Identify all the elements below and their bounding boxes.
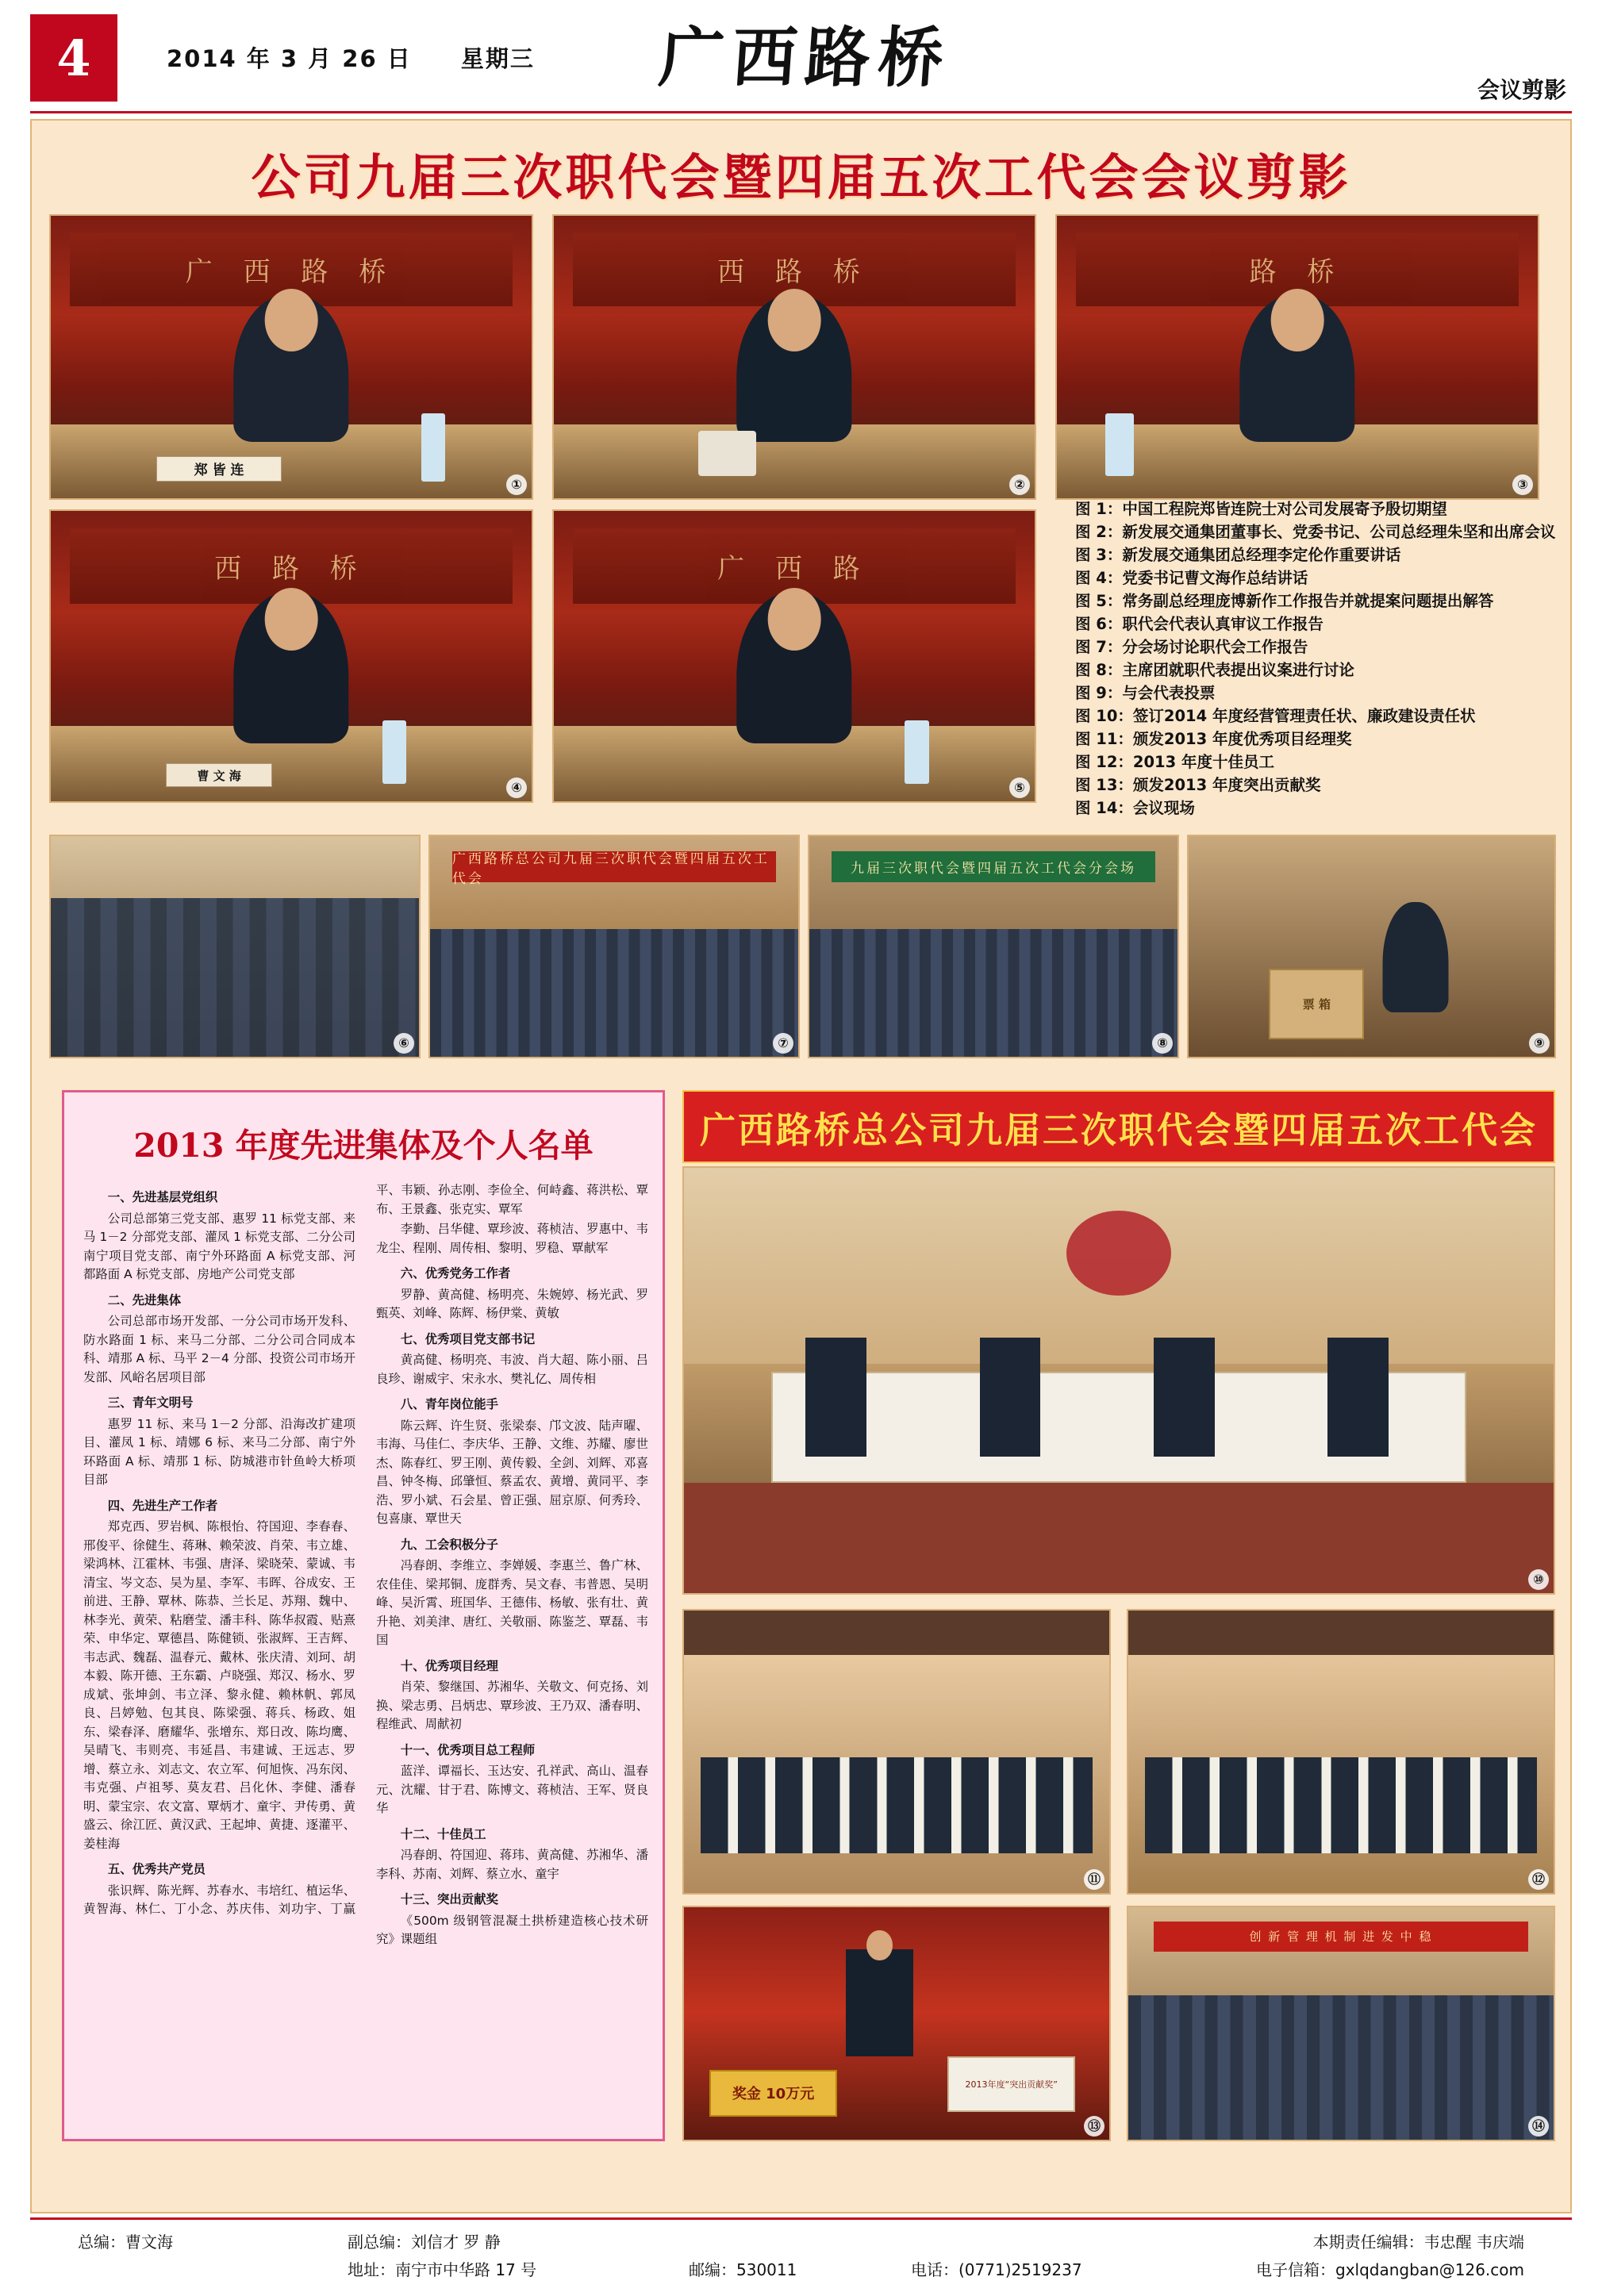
legend-item: 图 1：中国工程院郑皆连院士对公司发展寄予殷切期望 (1075, 500, 1447, 518)
photo-1 (49, 214, 533, 500)
award-section-heading: 十、优秀项目经理 (400, 1658, 498, 1673)
photo-3-banner-text: 路 桥 (1076, 232, 1519, 306)
photo-1-nameplate: 郑 皆 连 (156, 456, 282, 482)
legend-item: 图 6：职代会代表认真审议工作报告 (1075, 615, 1323, 633)
photo-2-banner-text: 西 路 桥 (573, 232, 1016, 306)
photo-5-banner-text: 广 西 路 (573, 528, 1016, 604)
photo-3 (1055, 214, 1539, 500)
footer (30, 2221, 1572, 2285)
photo-4 (49, 509, 533, 803)
photo-7-banner-text: 广西路桥总公司九届三次职代会暨四届五次工代会 (452, 851, 776, 882)
award-section-heading: 十二、十佳员工 (400, 1826, 486, 1841)
photo-6-caption-number: ⑥ (394, 1033, 414, 1054)
award-section-heading: 八、青年岗位能手 (400, 1397, 498, 1411)
footer-postcode: 邮编：530011 (689, 2260, 797, 2279)
footer-chief-editor: 总编：曹文海 (78, 2233, 173, 2252)
issue-date-text: 2014 年 3 月 26 日 (167, 45, 412, 72)
photo-7 (428, 835, 800, 1058)
masthead-divider (30, 111, 1572, 113)
photo-6 (49, 835, 421, 1058)
award-section-heading: 二、先进集体 (107, 1292, 182, 1307)
photo-13-certificate-text: 2013年度“突出贡献奖” (947, 2056, 1075, 2112)
legend-item: 图 11：颁发2013 年度优秀项目经理奖 (1075, 730, 1352, 748)
award-section-body: 李勤、吕华健、覃珍波、蒋桢洁、罗惠中、韦龙尘、程刚、周传相、黎明、罗稳、覃献军 (376, 1222, 648, 1255)
legend-item: 图 3：新发展交通集团总经理李定伦作重要讲话 (1075, 546, 1401, 564)
photo-4-caption-number: ④ (506, 777, 527, 798)
footer-responsible-editor: 本期责任编辑：韦忠醒 韦庆端 (1312, 2233, 1524, 2252)
award-section-body: 张识辉、陈光辉、苏春水、韦培红、植运华、黄智海、林仁、丁小念、苏庆伟、刘功宇、丁赢平、韦颖、孙志刚、李俭全、何峙鑫、蒋洪松、覃布、王景鑫、张克实、覃军 (83, 1183, 648, 1916)
masthead (0, 0, 1602, 119)
award-section-heading: 十一、优秀项目总工程师 (400, 1742, 536, 1757)
footer-address: 地址：南宁市中华路 17 号 (348, 2260, 537, 2279)
photo-14-caption-number: ⑭ (1528, 2116, 1549, 2137)
photo-legend (1075, 497, 1556, 820)
award-name-list-box (62, 1090, 665, 2141)
photo-2-caption-number: ② (1009, 474, 1030, 495)
photo-3-caption-number: ③ (1512, 474, 1533, 495)
award-section-body: 冯春朗、符国迎、蒋玮、黄高健、苏湘华、潘李科、苏南、刘辉、蔡立水、童宇 (376, 1848, 648, 1881)
photo-9 (1187, 835, 1556, 1058)
page-headline: 公司九届三次职代会暨四届五次工代会会议剪影 (251, 148, 1351, 206)
photo-11-caption-number: ⑪ (1084, 1869, 1104, 1890)
section-label: 会议剪影 (1477, 77, 1566, 103)
award-section-heading: 三、青年文明号 (107, 1396, 194, 1410)
award-section-heading: 四、先进生产工作者 (107, 1498, 218, 1513)
legend-item: 图 7：分会场讨论职代会工作报告 (1075, 638, 1308, 656)
award-list-title: 2013 年度先进集体及个人名单 (133, 1127, 594, 1165)
issue-date (167, 41, 535, 74)
footer-email[interactable]: 电子信箱：gxlqdangban@126.com (1256, 2260, 1524, 2279)
award-section-heading: 五、优秀共产党员 (107, 1862, 206, 1876)
photo-12-caption-number: ⑫ (1528, 1869, 1549, 1890)
legend-item: 图 2：新发展交通集团董事长、党委书记、公司总经理朱坚和出席会议 (1075, 523, 1556, 541)
legend-item: 图 10：签订2014 年度经营管理责任状、廉政建设责任状 (1075, 707, 1476, 725)
photo-8 (808, 835, 1179, 1058)
photo-13-caption-number: ⑬ (1084, 2116, 1104, 2137)
photo-1-caption-number: ① (506, 474, 527, 495)
legend-item: 图 12：2013 年度十佳员工 (1075, 753, 1274, 771)
photo-7-caption-number: ⑦ (773, 1033, 793, 1054)
legend-item: 图 5：常务副总经理庞博新作工作报告并就提案问题提出解答 (1075, 592, 1494, 610)
photo-8-banner-text: 九届三次职代会暨四届五次工代会分会场 (832, 851, 1155, 882)
photo-8-caption-number: ⑧ (1152, 1033, 1173, 1054)
page-number-badge (30, 14, 117, 102)
photo-2 (552, 214, 1036, 500)
content-panel (30, 119, 1572, 2213)
award-section-body: 公司总部第三党支部、惠罗 11 标党支部、来马 1－2 分部党支部、灌凤 1 标党支部、二分公司南宁项目党支部、南宁外环路面 A 标党支部、河都路面 A 标党支部、房地产公司党支部 (83, 1211, 355, 1281)
award-section-body: 冯春朗、李维立、李婵媛、李惠兰、鲁广林、农佳佳、梁邦铜、庞群秀、吴文春、韦普恩、吴明峰、吴沂霄、班国华、王德伟、杨敏、张有壮、黄升艳、刘美津、唐红、关敬丽、陈鉴芝、覃磊、韦国 (376, 1558, 648, 1647)
photo-13 (682, 1906, 1111, 2141)
photo-12 (1127, 1609, 1555, 1895)
legend-item: 图 13：颁发2013 年度突出贡献奖 (1075, 776, 1321, 794)
photo-10 (682, 1166, 1555, 1595)
award-list-columns (83, 1181, 648, 2117)
award-section-heading: 九、工会积极分子 (400, 1537, 498, 1552)
photo-10-caption-number: ⑩ (1528, 1569, 1549, 1590)
legend-item: 图 9：与会代表投票 (1075, 684, 1216, 702)
photo-9-caption-number: ⑨ (1529, 1033, 1550, 1054)
footer-phone: 电话：(0771)2519237 (911, 2260, 1082, 2279)
award-section-body: 郑克西、罗岩枫、陈根怡、符国迎、李春春、邢俊平、徐健生、蒋琳、赖荣波、肖荣、韦立雄、梁鸿林、江霍林、韦强、唐泽、梁晓荣、蒙诚、韦清宝、岑文态、吴为星、李军、韦晖、谷成安、王前进、王静、覃林、陈恭、兰长足、苏翔、魏中、林李光、黄荣、粘磨莹、潘丰科、陈华叔霞、贴熹荣、申华定、覃德昌、陈健锁、张淑辉、王吉辉、韦志武、魏磊、温春元、戴林、张庆清、刘珂、胡本毅、陈开德、王东霸、卢晓强、郑汉、杨水、罗成斌、张坤剑、韦立泽、黎永健、赖林帆、郭凤良、吕婷勉、包其良、陈梁强、蒋兵、杨政、姐东、梁春泽、磨耀华、张增东、郑日改、陈均鹰、吴晴飞、韦则亮、韦延昌、韦建诚、王远志、罗增、蔡立永、刘志文、农立军、何旭恢、冯东闵、韦克强、卢祖琴、莫友君、吕化休、李健、潘春明、蒙宝宗、农文富、覃炳才、童宇、尹传勇、黄盛云、徐江匠、黄汉武、王起坤、黄捷、逐灌平、姜桂海 (83, 1519, 355, 1851)
footer-divider (30, 2217, 1572, 2220)
award-section-body: 惠罗 11 标、来马 1－2 分部、沿海改扩建项目、灌凤 1 标、靖娜 6 标、来马二分部、南宁外环路面 A 标、靖那 1 标、防城港市针鱼岭大桥项目部 (83, 1416, 355, 1487)
award-section-body: 公司总部市场开发部、一分公司市场开发科、防水路面 1 标、来马二分部、二分公司合同成本科、靖那 A 标、马平 2－4 分部、投资公司市场开发部、风峪名居项目部 (83, 1314, 355, 1384)
photo-1-banner-text: 广 西 路 桥 (70, 232, 513, 306)
photo-4-nameplate: 曹 文 海 (166, 763, 271, 786)
photo-5-caption-number: ⑤ (1009, 777, 1030, 798)
award-section-body: 陈云辉、许生贤、张梁泰、邝文波、陆声曜、韦海、马佳仁、李庆华、王静、文维、苏耀、廖世杰、陈春红、罗王刚、黄传毅、全剑、刘辉、邓喜昌、钟冬梅、邱肇恒、蔡孟农、黄增、黄同平、李浩、罗小斌、石会星、曾正强、屈京原、何秀玲、包喜康、覃世天 (376, 1418, 648, 1526)
conference-banner-10 (682, 1090, 1555, 1163)
photo-4-banner-text: 西 路 桥 (70, 528, 513, 604)
award-section-body: 《500m 级钢管混凝土拱桥建造核心技术研究》课题组 (376, 1913, 648, 1946)
photo-11 (682, 1609, 1111, 1895)
legend-item: 图 8：主席团就职代表提出议案进行讨论 (1075, 661, 1354, 679)
photo-14 (1127, 1906, 1555, 2141)
page-number: 4 (56, 29, 91, 87)
award-section-body: 黄高健、杨明亮、韦波、肖大超、陈小丽、吕良珍、谢威宇、宋永水、樊礼亿、周传相 (376, 1353, 648, 1386)
award-section-body: 蓝洋、谭福长、玉达安、孔祥武、高山、温春元、沈耀、甘于君、陈博文、蒋桢洁、王军、贤良华 (376, 1764, 648, 1815)
award-section-heading: 一、先进基层党组织 (107, 1190, 218, 1204)
award-section-heading: 十三、突出贡献奖 (400, 1892, 498, 1906)
conference-banner-10-text: 广西路桥总公司九届三次职代会暨四届五次工代会 (699, 1108, 1538, 1151)
photo-5 (552, 509, 1036, 803)
award-section-heading: 六、优秀党务工作者 (400, 1266, 511, 1280)
issue-weekday: 星期三 (460, 45, 535, 72)
footer-deputy-editor: 副总编：刘信才 罗 静 (348, 2233, 501, 2252)
paper-title: 广西路桥 (656, 20, 954, 96)
photo-13-award-amount: 奖金 10万元 (709, 2070, 837, 2117)
legend-item: 图 14：会议现场 (1075, 799, 1195, 817)
photo-14-banner-text: 创 新 管 理 机 制 进 发 中 稳 (1154, 1922, 1528, 1952)
photo-9-ballot-box-label: 票 箱 (1269, 969, 1364, 1039)
award-section-heading: 七、优秀项目党支部书记 (400, 1331, 536, 1346)
award-section-body: 罗静、黄高健、杨明亮、朱婉婷、杨光武、罗甄英、刘峰、陈辉、杨伊棠、黄敏 (376, 1287, 648, 1320)
legend-item: 图 4：党委书记曹文海作总结讲话 (1075, 569, 1308, 587)
award-section-body: 肖荣、黎继国、苏湘华、关敬文、何克扬、刘换、梁志勇、吕炳忠、覃珍波、王乃双、潘春明、程维武、周献初 (376, 1680, 648, 1731)
